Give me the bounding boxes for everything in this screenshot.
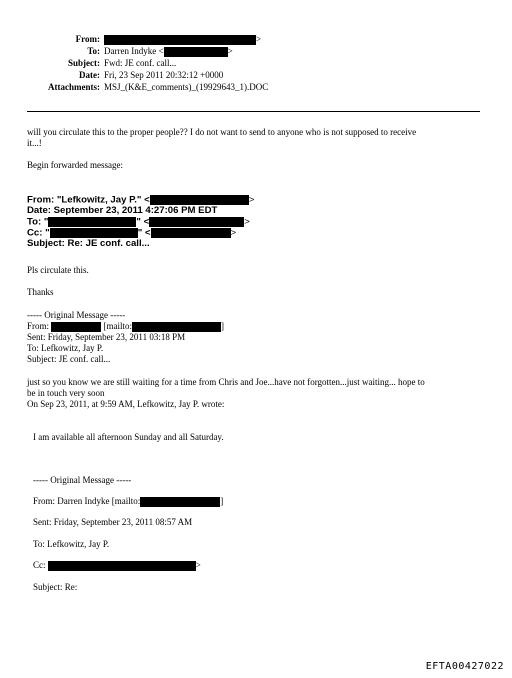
forwarded-cc-row: Cc: " " < > — [27, 227, 237, 239]
original1-from-label: From: — [27, 321, 50, 331]
redaction-box — [104, 35, 256, 45]
original1-subject: Subject: JE conf. call... — [27, 354, 111, 364]
available-line: I am available all afternoon Sunday and all Saturday. — [33, 432, 224, 442]
forwarded-subject-text: Subject: Re: JE conf. call... — [27, 238, 150, 249]
header-to-value: Darren Indyke < — [104, 46, 164, 56]
redaction-box — [51, 322, 101, 332]
redaction-box — [150, 195, 249, 205]
header-date-value: Fri, 23 Sep 2011 20:32:12 +0000 — [104, 70, 224, 80]
redaction-box — [48, 561, 196, 571]
intro-line-2: it...! — [27, 138, 42, 148]
original-message-divider-2: ----- Original Message ----- — [33, 475, 132, 485]
original2-to: To: Lefkowitz, Jay P. — [33, 539, 110, 549]
original1-body-line-2: be in touch very soon — [27, 388, 105, 398]
header-from-label: From: — [75, 34, 100, 44]
forwarded-date-row — [27, 206, 217, 216]
original2-from-text: From: Darren Indyke [mailto: — [33, 496, 141, 506]
message-thanks: Thanks — [27, 287, 54, 297]
redaction-box — [151, 228, 231, 238]
header-attachments-label: Attachments: — [48, 82, 100, 92]
redaction-box — [149, 217, 244, 227]
original2-from-row: From: Darren Indyke [mailto: ] — [33, 496, 224, 506]
redaction-box — [132, 322, 221, 332]
redaction-box — [140, 497, 220, 507]
header-divider — [27, 111, 480, 112]
forwarded-to-label: To: " — [27, 216, 49, 228]
original2-sent: Sent: Friday, September 23, 2011 08:57 AM — [33, 517, 193, 527]
original1-from-row: From: [mailto: ] — [27, 321, 225, 331]
original2-cc-row: Cc: > — [33, 560, 201, 570]
forwarded-to-row: To: " " < > — [27, 216, 250, 228]
forwarded-subject-row — [27, 239, 150, 249]
intro-line-1: will you circulate this to the proper people?? I do not want to send to anyone who is not supposed to receive — [27, 127, 417, 137]
forwarded-from-row: From: "Lefkowitz, Jay P." < > — [27, 194, 255, 206]
original1-to: To: Lefkowitz, Jay P. — [27, 343, 104, 353]
original2-subject: Subject: Re: — [33, 582, 78, 592]
header-subject-label: Subject: — [68, 58, 100, 68]
redaction-box — [48, 217, 136, 227]
forwarded-cc-label: Cc: " — [27, 227, 50, 239]
original1-wrote-line: On Sep 23, 2011, at 9:59 AM, Lefkowitz, Jay P. wrote: — [27, 399, 225, 409]
begin-forwarded-text: Begin forwarded message: — [27, 160, 123, 170]
forwarded-from-text: From: "Lefkowitz, Jay P." < — [27, 194, 150, 206]
forwarded-date-text: Date: September 23, 2011 4:27:06 PM EDT — [27, 205, 218, 216]
original1-body-line-1: just so you know we are still waiting for a time from Chris and Joe...have not forgotten...just waiting... hope to — [27, 377, 425, 387]
original1-sent: Sent: Friday, September 23, 2011 03:18 PM — [27, 332, 186, 342]
message-pls-circulate: Pls circulate this. — [27, 265, 89, 275]
header-to-label: To: — [87, 46, 100, 56]
original1-mailto: [mailto: — [103, 321, 133, 331]
original2-cc-label: Cc: — [33, 560, 46, 570]
redaction-box — [164, 47, 228, 57]
redaction-box — [50, 228, 138, 238]
document-id: EFTA00427022 — [425, 661, 504, 672]
header-date-label: Date: — [79, 70, 100, 80]
original-message-divider-1: ----- Original Message ----- — [27, 310, 126, 320]
header-subject-value: Fwd: JE conf. call... — [104, 58, 177, 68]
header-attachments-value: MSJ_(K&E_comments)_(19929643_1).DOC — [104, 82, 269, 92]
